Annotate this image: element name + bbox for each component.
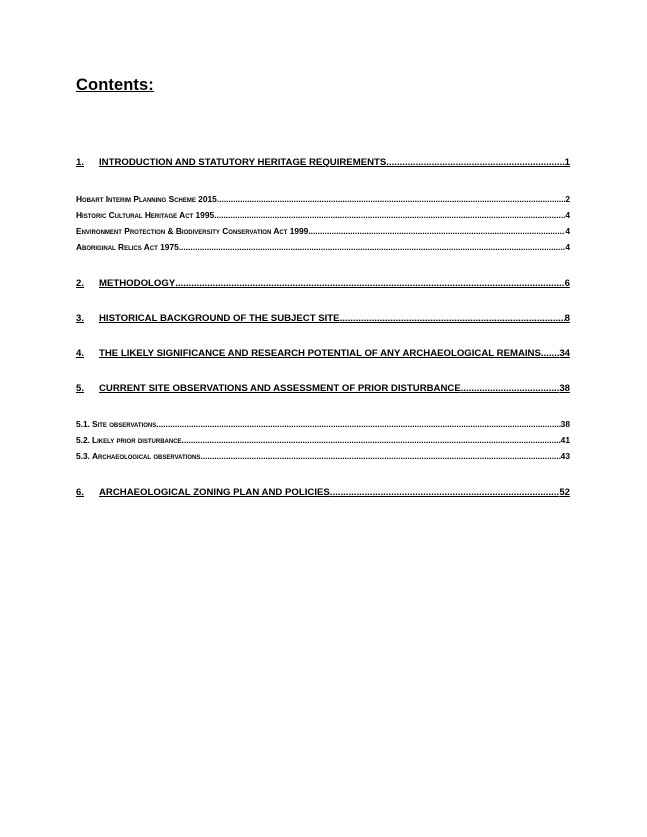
toc-entry-label: Aboriginal Relics Act 1975 [76, 242, 179, 252]
toc-entry-number: 1. [76, 157, 85, 168]
toc-entry-label: Likely prior disturbance [91, 435, 182, 445]
toc-entry-hobart-planning-scheme[interactable] [76, 194, 570, 204]
toc-leader-dots [386, 157, 564, 168]
toc-leader-dots [156, 419, 560, 429]
toc-entry-6[interactable] [76, 487, 570, 498]
toc-entry-5[interactable] [76, 383, 570, 394]
toc-entry-5-3[interactable] [76, 451, 570, 461]
toc-leader-dots [340, 313, 565, 324]
toc-entry-5-1[interactable] [76, 419, 570, 429]
toc-entry-page: 2 [565, 194, 570, 204]
toc-entry-label: Site observations [91, 419, 157, 429]
toc-entry-label: CURRENT SITE OBSERVATIONS AND ASSESSMENT OF PRIOR DISTURBANCE [99, 383, 461, 394]
toc-entry-label: INTRODUCTION AND STATUTORY HERITAGE REQUIREMENTS [99, 157, 387, 168]
toc-entry-2[interactable] [76, 278, 570, 289]
toc-entry-page: 38 [560, 419, 570, 429]
toc-leader-dots [182, 435, 561, 445]
toc-entry-label: METHODOLOGY [99, 278, 176, 289]
toc-leader-dots [214, 210, 565, 220]
toc-entry-number: 3. [76, 313, 85, 324]
toc-entry-label: Historic Cultural Heritage Act 1995 [76, 210, 215, 220]
toc-entry-3[interactable] [76, 313, 570, 324]
toc-entry-label: HISTORICAL BACKGROUND OF THE SUBJECT SITE [99, 313, 340, 324]
toc-entry-epbc-act[interactable] [76, 226, 570, 236]
toc-entry-page: 4 [565, 226, 570, 236]
toc-entry-number: 5.2. [76, 435, 90, 445]
toc-leader-dots [200, 451, 560, 461]
toc-entry-aboriginal-relics-act[interactable] [76, 242, 570, 252]
toc-entry-1[interactable] [76, 157, 570, 168]
toc-leader-dots [461, 383, 560, 394]
toc-entry-label: Hobart Interim Planning Scheme 2015 [76, 194, 217, 204]
toc-entry-page: 34 [559, 348, 570, 359]
toc-entry-5-2[interactable] [76, 435, 570, 445]
toc-entry-number: 6. [76, 487, 85, 498]
toc-leader-dots [541, 348, 559, 359]
toc-entry-number: 4. [76, 348, 85, 359]
toc-entry-page: 52 [559, 487, 570, 498]
toc-entry-4[interactable] [76, 348, 570, 359]
toc-entry-number: 5. [76, 383, 85, 394]
toc-leader-dots [308, 226, 565, 236]
toc-entry-page: 43 [560, 451, 570, 461]
toc-leader-dots [217, 194, 566, 204]
toc-entry-label: Archaeological observations [91, 451, 201, 461]
toc-entry-page: 6 [564, 278, 570, 289]
toc-entry-label: Environment Protection & Biodiversity Conservation Act 1999 [76, 226, 309, 236]
toc-entry-page: 8 [564, 313, 570, 324]
toc-entry-page: 1 [564, 157, 570, 168]
toc-entry-number: 5.3. [76, 451, 90, 461]
toc-leader-dots [175, 278, 564, 289]
toc-entry-label: ARCHAEOLOGICAL ZONING PLAN AND POLICIES [99, 487, 330, 498]
toc-entry-page: 38 [559, 383, 570, 394]
toc-entry-page: 4 [565, 210, 570, 220]
toc-entry-number: 5.1. [76, 419, 90, 429]
toc-entry-page: 41 [560, 435, 570, 445]
toc-leader-dots [330, 487, 560, 498]
contents-heading: Contents: [76, 76, 154, 94]
toc-entry-page: 4 [565, 242, 570, 252]
toc-entry-historic-cultural-heritage-act[interactable] [76, 210, 570, 220]
toc-leader-dots [179, 242, 566, 252]
toc-entry-number: 2. [76, 278, 85, 289]
toc-entry-label: THE LIKELY SIGNIFICANCE AND RESEARCH POTENTIAL OF ANY ARCHAEOLOGICAL REMAINS [99, 348, 541, 359]
